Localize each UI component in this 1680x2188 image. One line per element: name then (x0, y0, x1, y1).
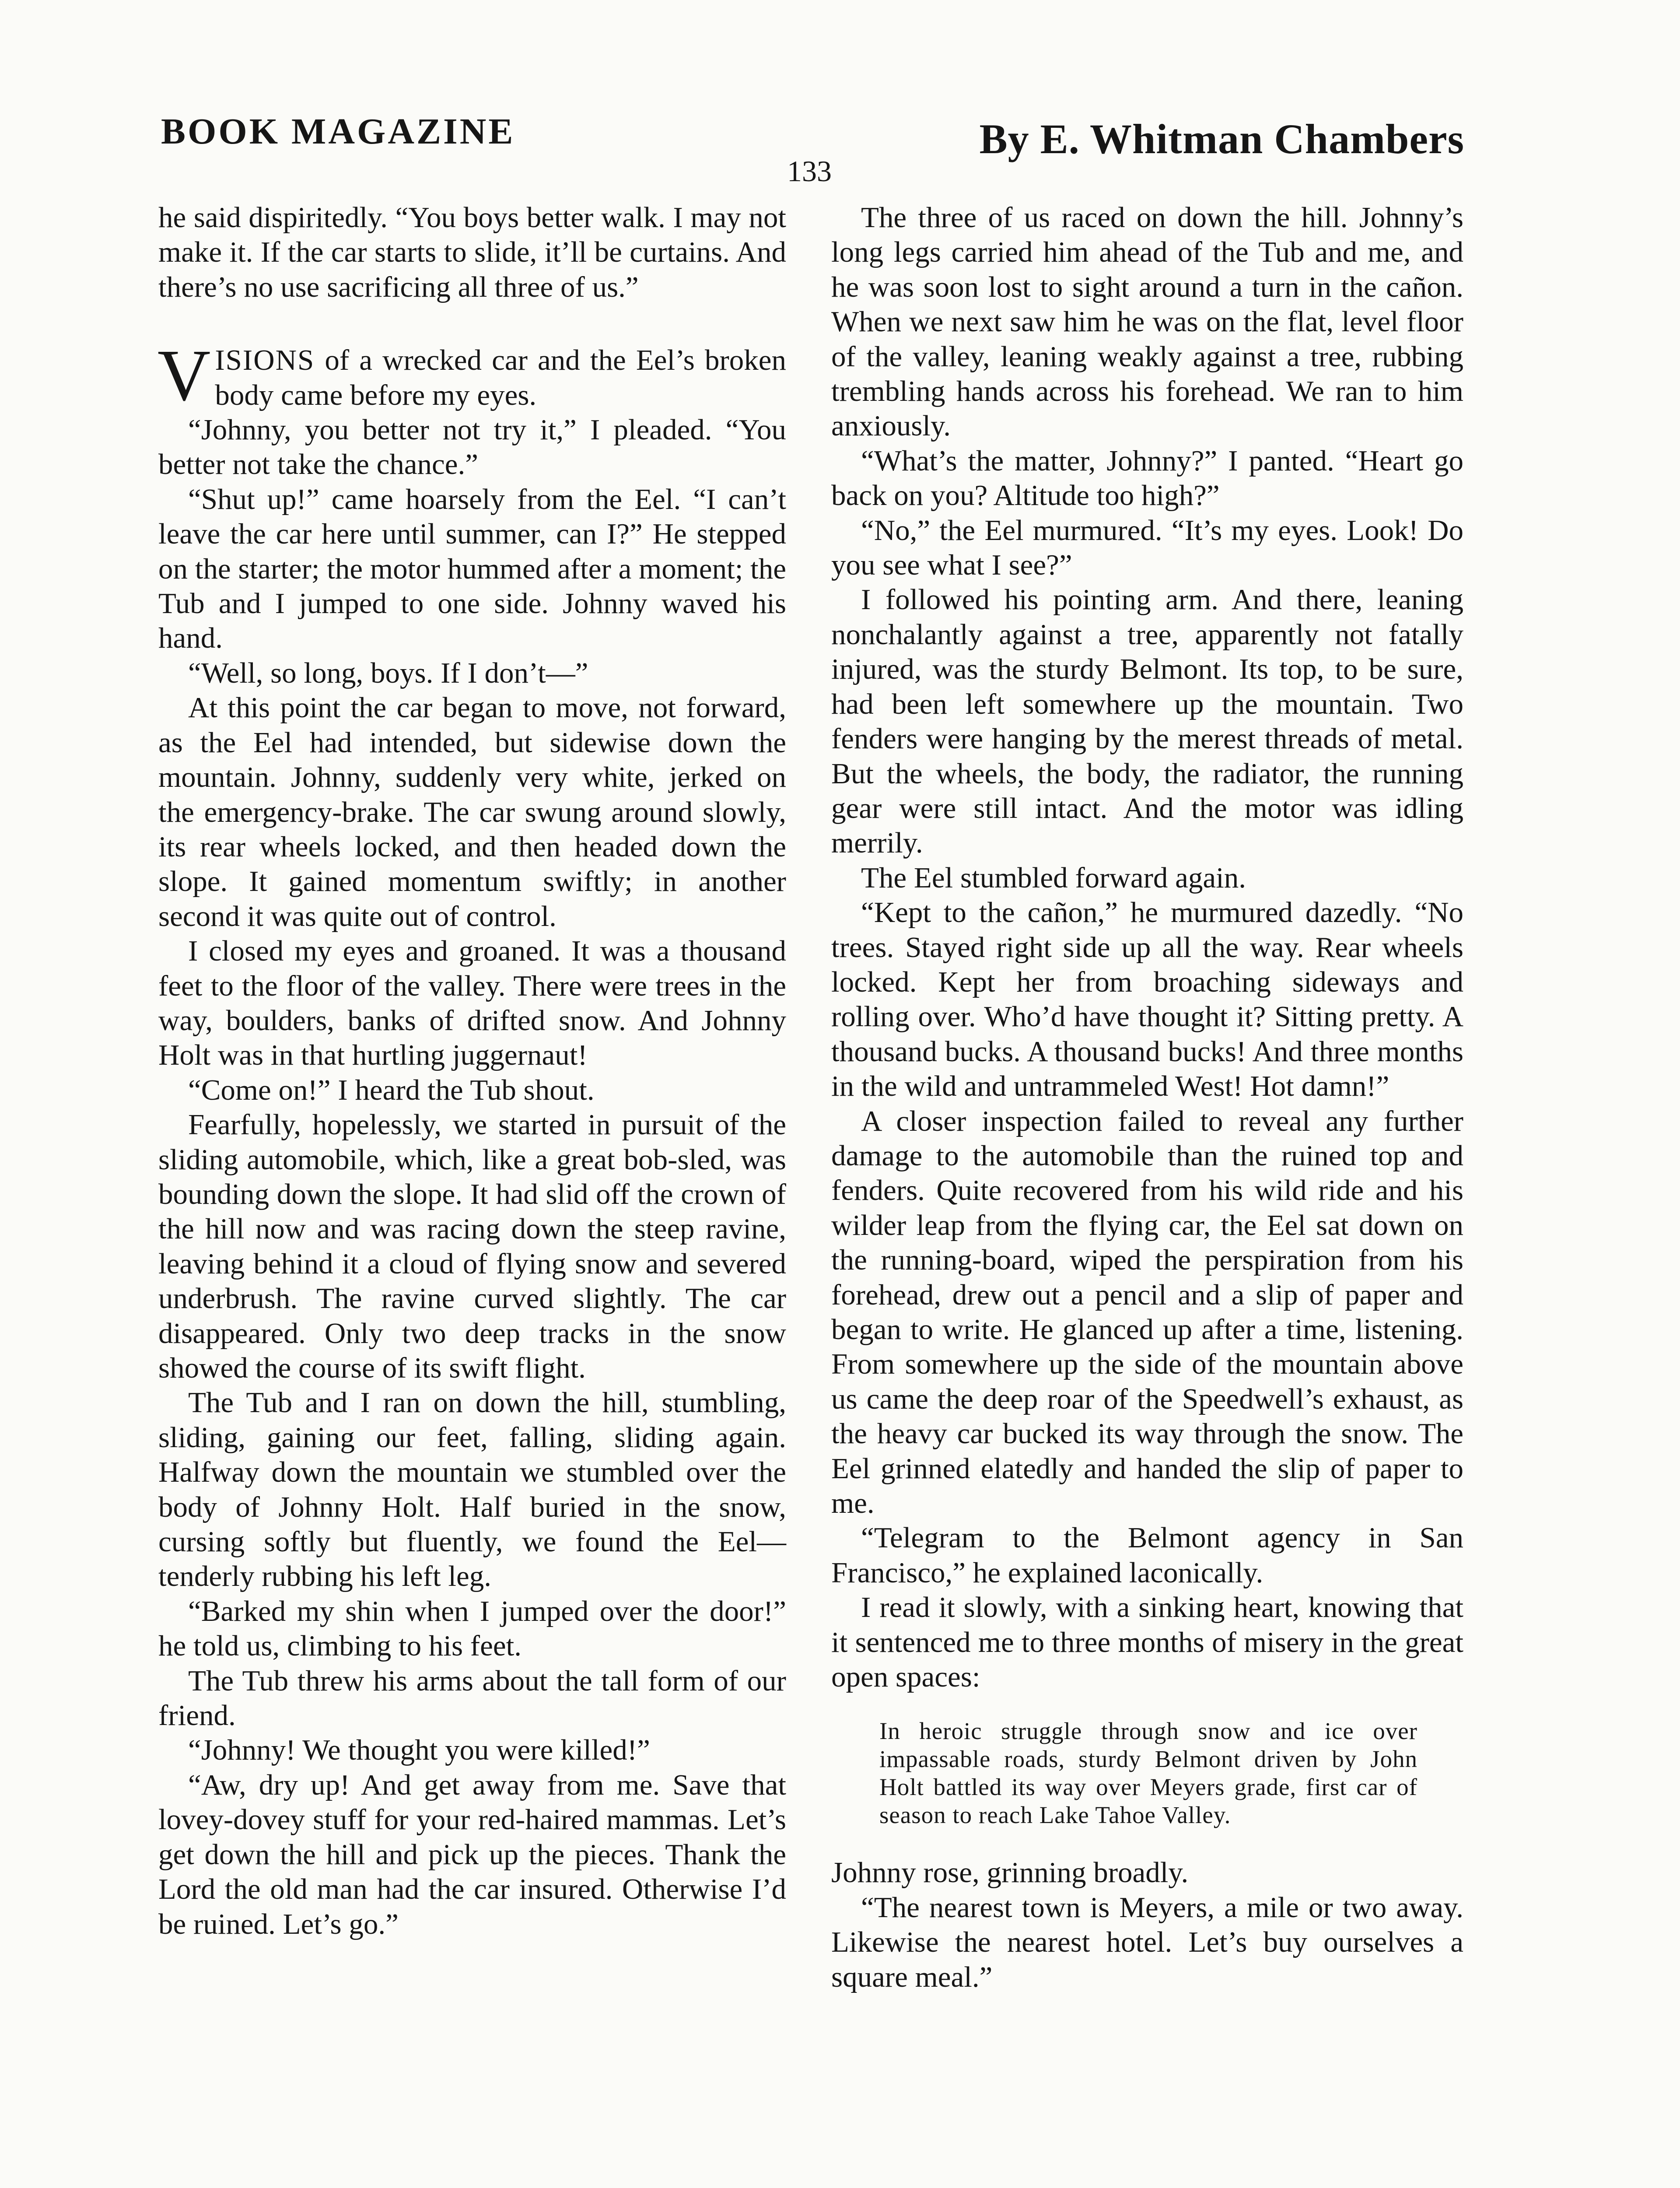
page-number: 133 (787, 154, 832, 188)
paragraph: “Well, so long, boys. If I don’t—” (188, 656, 588, 689)
paragraph: “Johnny! We thought you were killed!” (188, 1734, 650, 1767)
small-caps-word: ISIONS (215, 344, 315, 377)
paragraph: he said dispiritedly. “You boys better walk. I may not make it. If the car starts to slide, it’ll be curtains. And there’s no use sacrificing all three of us.” (158, 201, 786, 303)
paragraph: “Johnny, you better not try it,” I pleaded. “You better not take the chance.” (158, 414, 786, 481)
paragraph: “Kept to the cañon,” he murmured dazedly. “No trees. Stayed right side up all the way. Rear wheels locked. Kept her from broaching sideways and rolling over. Who’d have thought it? Sitting pretty. A thousand bucks. A thousand bucks! And three months in the wild and untrammeled West! Hot damn!” (831, 896, 1463, 1103)
paragraph: Johnny rose, grinning broadly. (831, 1856, 1189, 1889)
right-column (831, 200, 1463, 1995)
paragraph: “What’s the matter, Johnny?” I panted. “Heart go back on you? Altitude too high?” (831, 444, 1463, 512)
dropcap-paragraph (158, 335, 786, 417)
paragraph: I followed his pointing arm. And there, leaning nonchalantly against a tree, apparently not fatally injured, was the sturdy Belmont. Its top, to be sure, had been left somewhere up the mountain. Two fenders were hanging by the merest threads of metal. But the wheels, the body, the radiator, the running gear were still intact. And the motor was idling merrily. (831, 583, 1463, 859)
paragraph: The three of us raced on down the hill. Johnny’s long legs carried him ahead of the Tub and me, and he was soon lost to sight around a turn in the cañon. When we next saw him he was on the flat, level floor of the valley, leaning weakly against a tree, rubbing trembling hands across his forehead. We ran to him anxiously. (831, 201, 1463, 442)
magazine-title: BOOK MAGAZINE (161, 111, 515, 152)
paragraph: “Aw, dry up! And get away from me. Save that lovey-dovey stuff for your red-haired mammas. Let’s get down the hill and pick up the pieces. Thank the Lord the old man had the car insured. Otherwise I’d be ruined. Let’s go.” (158, 1768, 786, 1940)
paragraph: “No,” the Eel murmured. “It’s my eyes. Look! Do you see what I see?” (831, 514, 1463, 582)
paragraph: The Eel stumbled forward again. (861, 861, 1246, 894)
paragraph: The Tub threw his arms about the tall form of our friend. (158, 1664, 786, 1732)
paragraph: A closer inspection failed to reveal any further damage to the automobile than the ruined top and fenders. Quite recovered from his wild ride and his wilder leap from the flying car, the Eel sat down on the running-board, wiped the perspiration from his forehead, drew out a pencil and a slip of paper and began to write. He glanced up after a time, listening. From somewhere up the side of the mountain above us came the deep roar of the Speedwell’s exhaust, as the heavy car bucked its way through the snow. The Eel grinned elatedly and handed the slip of paper to me. (831, 1105, 1463, 1520)
paragraph: “Shut up!” came hoarsely from the Eel. “I can’t leave the car here until summer, can I?” He stepped on the starter; the motor hummed after a moment; the Tub and I jumped to one side. Johnny waved his hand. (158, 483, 786, 655)
author-byline: By E. Whitman Chambers (979, 116, 1464, 162)
telegram-quote: In heroic struggle through snow and ice over impassable roads, sturdy Belmont driven by John Holt battled its way over Meyers grade, first car of season to reach Lake Tahoe Valley. (879, 1718, 1418, 1829)
paragraph: The Tub and I ran on down the hill, stumbling, sliding, gaining our feet, falling, sliding again. Halfway down the mountain we stumbled over the body of Johnny Holt. Half buried in the snow, cursing softly but fluently, we found the Eel—tenderly rubbing his left leg. (158, 1386, 786, 1593)
paragraph: “Barked my shin when I jumped over the door!” he told us, climbing to his feet. (158, 1595, 786, 1662)
paragraph: Fearfully, hopelessly, we started in pursuit of the sliding automobile, which, like a great bob-sled, was bounding down the slope. It had slid off the crown of the hill now and was racing down the steep ravine, leaving behind it a cloud of flying snow and severed underbrush. The ravine curved slightly. The car disappeared. Only two deep tracks in the snow showed the course of its swift flight. (158, 1108, 786, 1384)
paragraph: “Come on!” I heard the Tub shout. (188, 1073, 595, 1106)
paragraph: I read it slowly, with a sinking heart, knowing that it sentenced me to three months of misery in the great open spaces: (831, 1591, 1463, 1694)
drop-cap: V (158, 335, 211, 417)
paragraph: “The nearest town is Meyers, a mile or two away. Likewise the nearest hotel. Let’s buy ourselves a square meal.” (831, 1891, 1463, 1993)
dropcap-paragraph-text: of a wrecked car and the Eel’s broken body came before my eyes. (215, 344, 786, 411)
left-column (158, 200, 786, 1942)
paragraph: At this point the car began to move, not forward, as the Eel had intended, but sidewise down the mountain. Johnny, suddenly very white, jerked on the emergency-brake. The car swung around slowly, its rear wheels locked, and then headed down the slope. It gained momentum swiftly; in another second it was quite out of control. (158, 691, 786, 933)
paragraph: I closed my eyes and groaned. It was a thousand feet to the floor of the valley. There were trees in the way, boulders, banks of drifted snow. And Johnny Holt was in that hurtling juggernaut! (158, 935, 786, 1072)
paragraph: “Telegram to the Belmont agency in San Francisco,” he explained laconically. (831, 1522, 1463, 1589)
